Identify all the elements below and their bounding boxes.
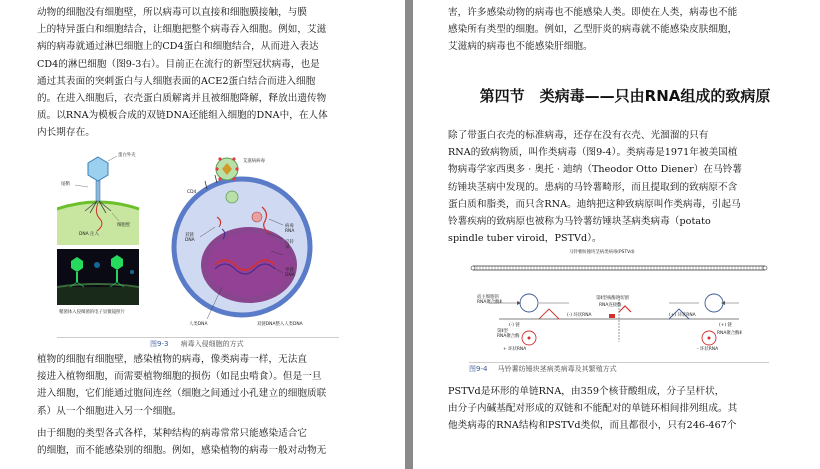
- label-pstvd-top: 马铃薯纺锤块茎病类病毒(PSTVd): [569, 250, 635, 255]
- figure-9-4-caption-bar: [469, 362, 769, 363]
- label-viral-rna: 病毒 RNA: [285, 224, 295, 234]
- label-cell-wall: 细胞壁: [117, 223, 131, 228]
- paragraph-line: CD4的淋巴细胞（图9-3右）。目前正在流行的新型冠状病毒，也是: [37, 58, 320, 70]
- label-rolling-right: RNA聚合酶Ⅱ: [717, 331, 742, 336]
- label-dna-inject: DNA 注入: [79, 232, 99, 237]
- paragraph-line: 由于细胞的类型各式各样，某种结构的病毒常常只能感染适合它: [37, 428, 308, 439]
- paragraph-line: 的。在进入细胞后，衣壳蛋白质解离并且被细胞降解，释放出遗传物: [37, 93, 327, 105]
- paragraph-line: 进入细胞，它们能通过胞间连丝（细胞之间通过小孔建立的细胞质联: [37, 388, 327, 400]
- label-pos-circle: + 环状RNA: [503, 347, 527, 352]
- replication-diagram: [489, 294, 739, 345]
- paragraph-line: 病的病毒就通过淋巴细胞上的CD4蛋白和细胞结合，从而进入表达: [37, 41, 319, 53]
- figure-9-4-caption: [469, 364, 617, 374]
- paragraph-line: 他类病毒的RNA结构和PSTVd类似，而且都很小，只有246-467个: [448, 420, 737, 432]
- paragraph-line: 的细胞，而不能感染别的细胞。例如，感染植物的病毒一般对动物无: [37, 445, 327, 457]
- paragraph-line: 害，许多感染动物的病毒也不能感染人类。即使在人类，病毒也不能: [448, 7, 738, 18]
- section-heading: 第四节 类病毒——只由RNA组成的致病原: [479, 87, 771, 105]
- paragraph-line: spindle tuber viroid，PSTVd）。: [448, 233, 602, 245]
- figure-9-4-title: 马铃薯纺锤块茎病类病毒及其繁殖方式: [497, 365, 617, 373]
- paragraph-line: 通过其表面的突刺蛋白与人细胞表面的ACE2蛋白结合而进入细胞: [37, 75, 316, 87]
- left-page: [0, 0, 405, 469]
- figure-9-4-illustration: [469, 246, 769, 358]
- label-rolling-left: 第Ⅱ型 RNA聚合酶: [497, 329, 520, 339]
- left-paragraph-2: [37, 351, 370, 420]
- label-capsid: 蛋白外壳: [118, 153, 136, 158]
- label-hiv: 艾滋病病毒: [243, 159, 265, 164]
- label-host-rna-pol: 宿主细胞的 RNA聚合酶Ⅱ: [477, 295, 502, 305]
- label-circle-pos: (+) 环状RNA: [669, 313, 696, 318]
- figure-9-4-number: 图9-4: [469, 365, 488, 373]
- figure-9-3-caption-bar: [57, 337, 339, 338]
- figure-9-4: [469, 246, 769, 358]
- pstvd-rod: [471, 266, 767, 270]
- right-paragraph-0: [448, 4, 785, 56]
- paragraph-line: 系）从一个细胞进入另一个细胞。: [37, 405, 182, 417]
- label-cut: 第Ⅱ型核酶的切割: [596, 296, 629, 301]
- label-tail: 尾鞘: [61, 182, 70, 187]
- phage-diagram: [57, 147, 139, 245]
- right-paragraph-1: [448, 127, 785, 247]
- label-circle-neg: (-) 环状RNA: [567, 313, 592, 318]
- label-human-dna: 人类DNA: [189, 322, 208, 327]
- paragraph-line: 内长期存在。: [37, 127, 95, 139]
- right-page: [413, 0, 820, 469]
- paragraph-line: 除了带蛋白衣壳的标准病毒，还存在没有衣壳、光溜溜的只有: [448, 130, 709, 141]
- figure-9-3: [57, 147, 339, 335]
- paragraph-line: 纺锤块茎病中发现的。患病的马铃薯畸形，而且提取到的致病原不含: [448, 181, 738, 193]
- label-ss-dna: 单链 DNA: [285, 268, 295, 278]
- paragraph-line: 艾滋病的病毒也不能感染肝细胞。: [448, 41, 593, 53]
- label-reverse: 反转录: [285, 240, 294, 250]
- paragraph-line: 植物的细胞有细胞壁，感染植物的病毒，像类病毒一样，无法直: [37, 354, 308, 365]
- label-neg-circle: - 环状RNA: [697, 347, 719, 352]
- paragraph-line: 感染所有类型的细胞。例如，乙型肝炎的病毒就不能感染皮肤细胞，: [448, 24, 738, 36]
- figure-9-3-number: 图9-3: [150, 340, 169, 348]
- label-ligase: RNA连接酶: [599, 303, 622, 308]
- paragraph-line: 物病毒学家西奥多 · 奥托 · 迪纳（Theodor Otto Diener）在马铃薯: [448, 164, 742, 176]
- left-paragraph-3: [37, 425, 370, 459]
- paragraph-line: 动物的细胞没有细胞壁，所以病毒可以直接和细胞膜接触，与膜: [37, 7, 308, 18]
- paragraph-line: RNA的致病物质，叫作类病毒（图9-4）。类病毒是1971年被美国植: [448, 147, 738, 159]
- paragraph-line: 上的特异蛋白和细胞结合，让细胞把整个病毒吞入细胞。例如，艾滋: [37, 24, 327, 36]
- paragraph-line: PSTVd是环形的单链RNA，由359个核苷酸组成，分子呈杆状，: [448, 386, 725, 397]
- paragraph-line: 质。以RNA为模板合成的双链DNA还能组入细胞的DNA中，在人体: [37, 110, 328, 122]
- label-pos-strand: (+) 链: [719, 323, 732, 328]
- paragraph-line: 接进入植物细胞，而需要植物细胞的损伤（如昆虫啃食）。但是一旦: [37, 371, 322, 383]
- paragraph-line: 蛋白质和脂类，而只含RNA。迪纳把这种致病原叫作类病毒，引起马: [448, 198, 741, 210]
- figure-9-3-title: 病毒入侵细胞的方式: [180, 340, 244, 348]
- micrograph-caption: 噬菌体入侵细菌的电子显微镜照片: [59, 310, 125, 315]
- paragraph-line: 由分子内碱基配对形成的双链和不能配对的单链环相间排列组成。其: [448, 403, 738, 415]
- label-integrate: 双链DNA整入人类DNA: [257, 322, 303, 327]
- label-ds-dna: 双链 DNA: [185, 233, 195, 243]
- label-neg-strand: (-) 链: [509, 323, 520, 328]
- figure-9-3-illustration: [57, 147, 339, 335]
- micrograph-photo: [57, 249, 139, 305]
- left-paragraph-1: [37, 4, 370, 142]
- paragraph-line: 铃薯疾病的致病原也被称为马铃薯纺锤块茎病类病毒（potato: [448, 216, 711, 228]
- label-cd4: CD4: [187, 190, 197, 195]
- right-paragraph-2: [448, 383, 785, 435]
- figure-9-3-caption: [150, 339, 244, 349]
